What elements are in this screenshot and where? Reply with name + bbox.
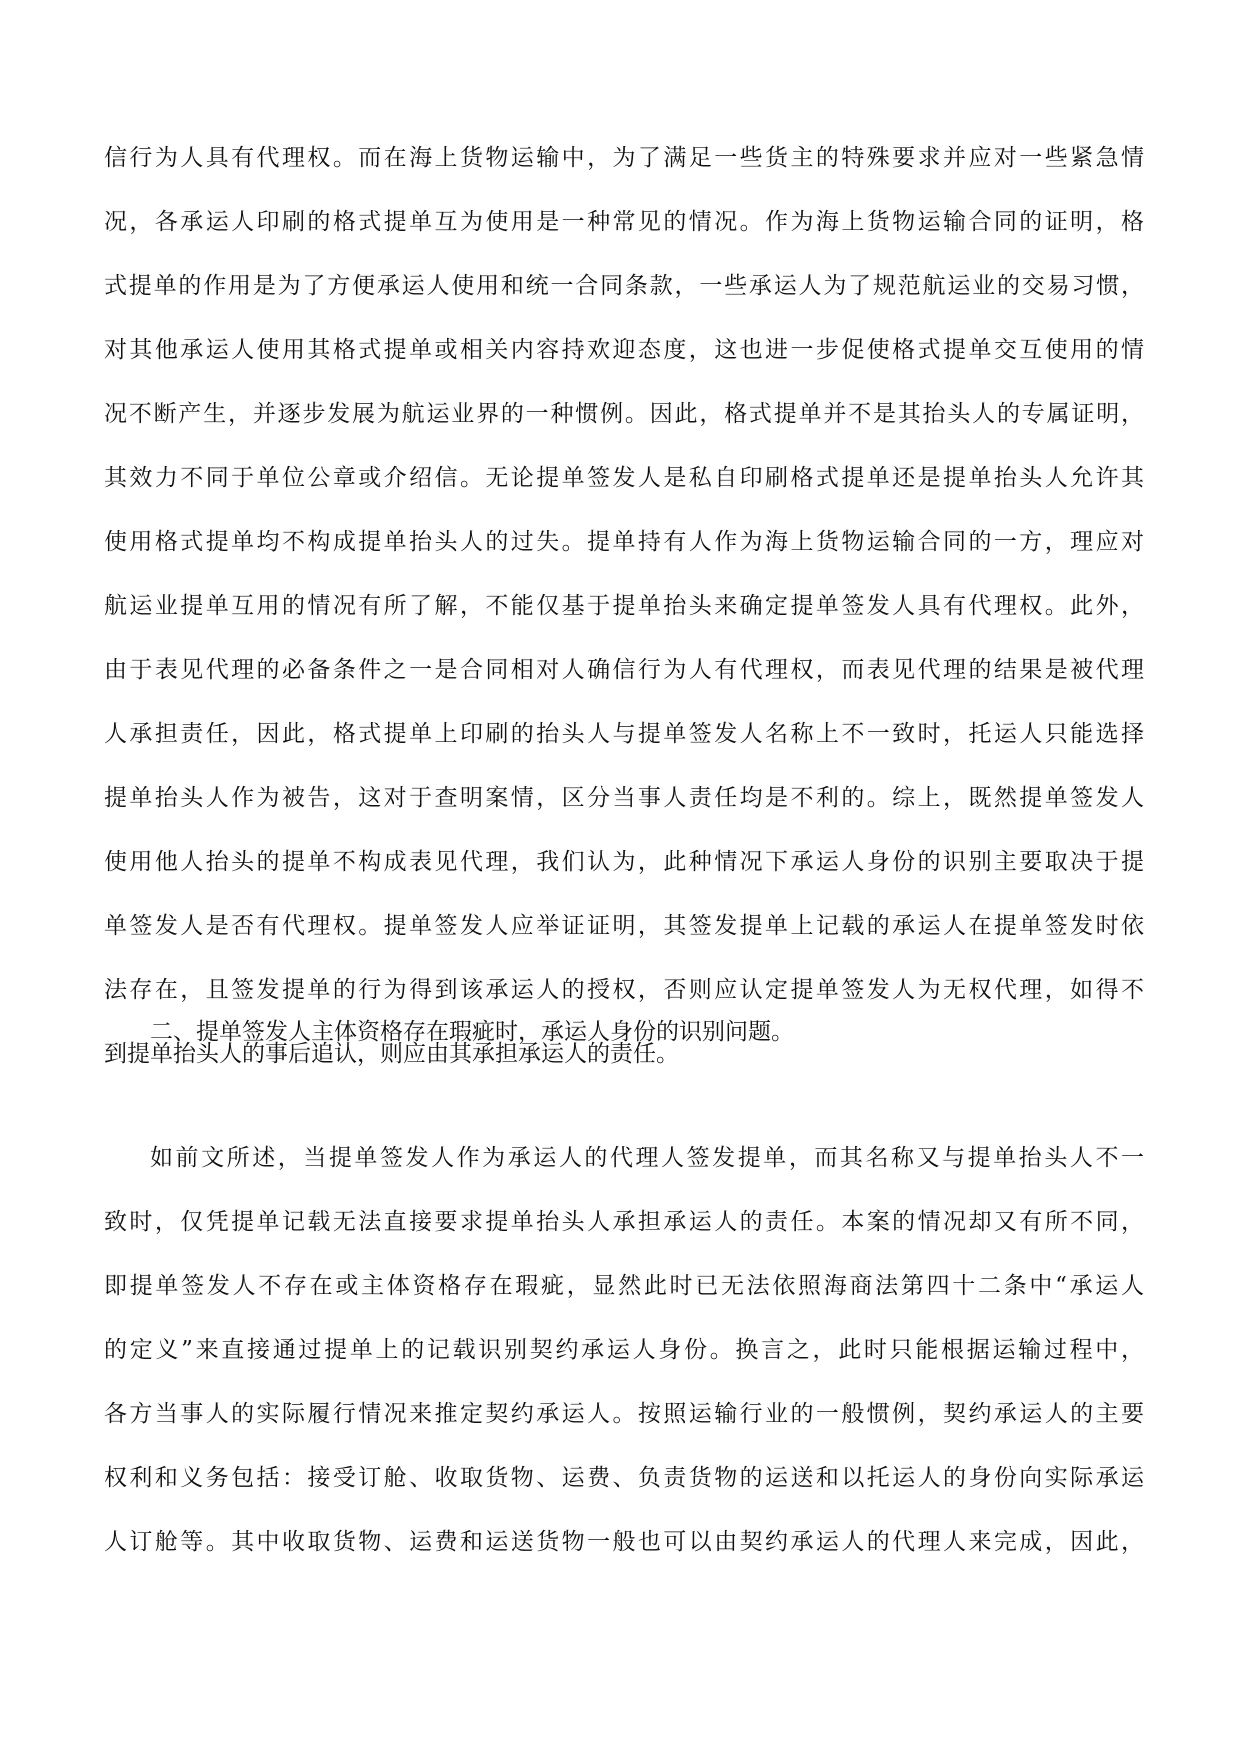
text-line: 提单抬头人作为被告，这对于查明案情，区分当事人责任均是不利的。综上，既然提单签发人	[104, 785, 1144, 811]
text-line: 对其他承运人使用其格式提单或相关内容持欢迎态度，这也进一步促使格式提单交互使用的情	[104, 337, 1144, 363]
text-line: 使用格式提单均不构成提单抬头人的过失。提单持有人作为海上货物运输合同的一方，理应对	[104, 529, 1144, 555]
paragraph-3	[104, 1126, 1144, 1574]
text-line: 况不断产生，并逐步发展为航运业界的一种惯例。因此，格式提单并不是其抬头人的专属证明，	[104, 401, 1144, 427]
text-line: 由于表见代理的必备条件之一是合同相对人确信行为人有代理权，而表见代理的结果是被代理	[104, 657, 1144, 683]
text-line: 航运业提单互用的情况有所了解，不能仅基于提单抬头来确定提单签发人具有代理权。此外，	[104, 593, 1144, 619]
text-line: 权利和义务包括：接受订舱、收取货物、运费、负责货物的运送和以托运人的身份向实际承运	[104, 1465, 1144, 1491]
text-line: 其效力不同于单位公章或介绍信。无论提单签发人是私自印刷格式提单还是提单抬头人允许其	[104, 465, 1144, 491]
text-line: 式提单的作用是为了方便承运人使用和统一合同条款，一些承运人为了规范航运业的交易习惯，	[104, 273, 1144, 299]
text-line: 到提单抬头人的事后追认，则应由其承担承运人的责任。	[104, 1041, 679, 1067]
text-line: 的定义”来直接通过提单上的记载识别契约承运人身份。换言之，此时只能根据运输过程中，	[104, 1337, 1144, 1363]
text-line: 致时，仅凭提单记载无法直接要求提单抬头人承担承运人的责任。本案的情况却又有所不同，	[104, 1209, 1144, 1235]
text-line: 各方当事人的实际履行情况来推定契约承运人。按照运输行业的一般惯例，契约承运人的主要	[104, 1401, 1144, 1427]
text-line: 人承担责任，因此，格式提单上印刷的抬头人与提单签发人名称上不一致时，托运人只能选择	[104, 721, 1144, 747]
section-heading-text: 二、提单签发人主体资格存在瑕疵时，承运人身份的识别问题。	[150, 1019, 794, 1045]
text-line: 如前文所述，当提单签发人作为承运人的代理人签发提单，而其名称又与提单抬头人不一	[150, 1145, 1144, 1171]
section-heading	[104, 1000, 1144, 1064]
text-line: 况，各承运人印刷的格式提单互为使用是一种常见的情况。作为海上货物运输合同的证明，格	[104, 209, 1144, 235]
paragraph-1	[104, 126, 1144, 1086]
text-line: 人订舱等。其中收取货物、运费和运送货物一般也可以由契约承运人的代理人来完成，因此，	[104, 1529, 1144, 1555]
text-line: 单签发人是否有代理权。提单签发人应举证证明，其签发提单上记载的承运人在提单签发时依	[104, 913, 1144, 939]
text-line: 法存在，且签发提单的行为得到该承运人的授权，否则应认定提单签发人为无权代理，如得不	[104, 977, 1144, 1003]
text-line: 即提单签发人不存在或主体资格存在瑕疵，显然此时已无法依照海商法第四十二条中“承运人	[104, 1273, 1144, 1299]
text-line: 信行为人具有代理权。而在海上货物运输中，为了满足一些货主的特殊要求并应对一些紧急情	[104, 145, 1144, 171]
text-line: 使用他人抬头的提单不构成表见代理，我们认为，此种情况下承运人身份的识别主要取决于提	[104, 849, 1144, 875]
